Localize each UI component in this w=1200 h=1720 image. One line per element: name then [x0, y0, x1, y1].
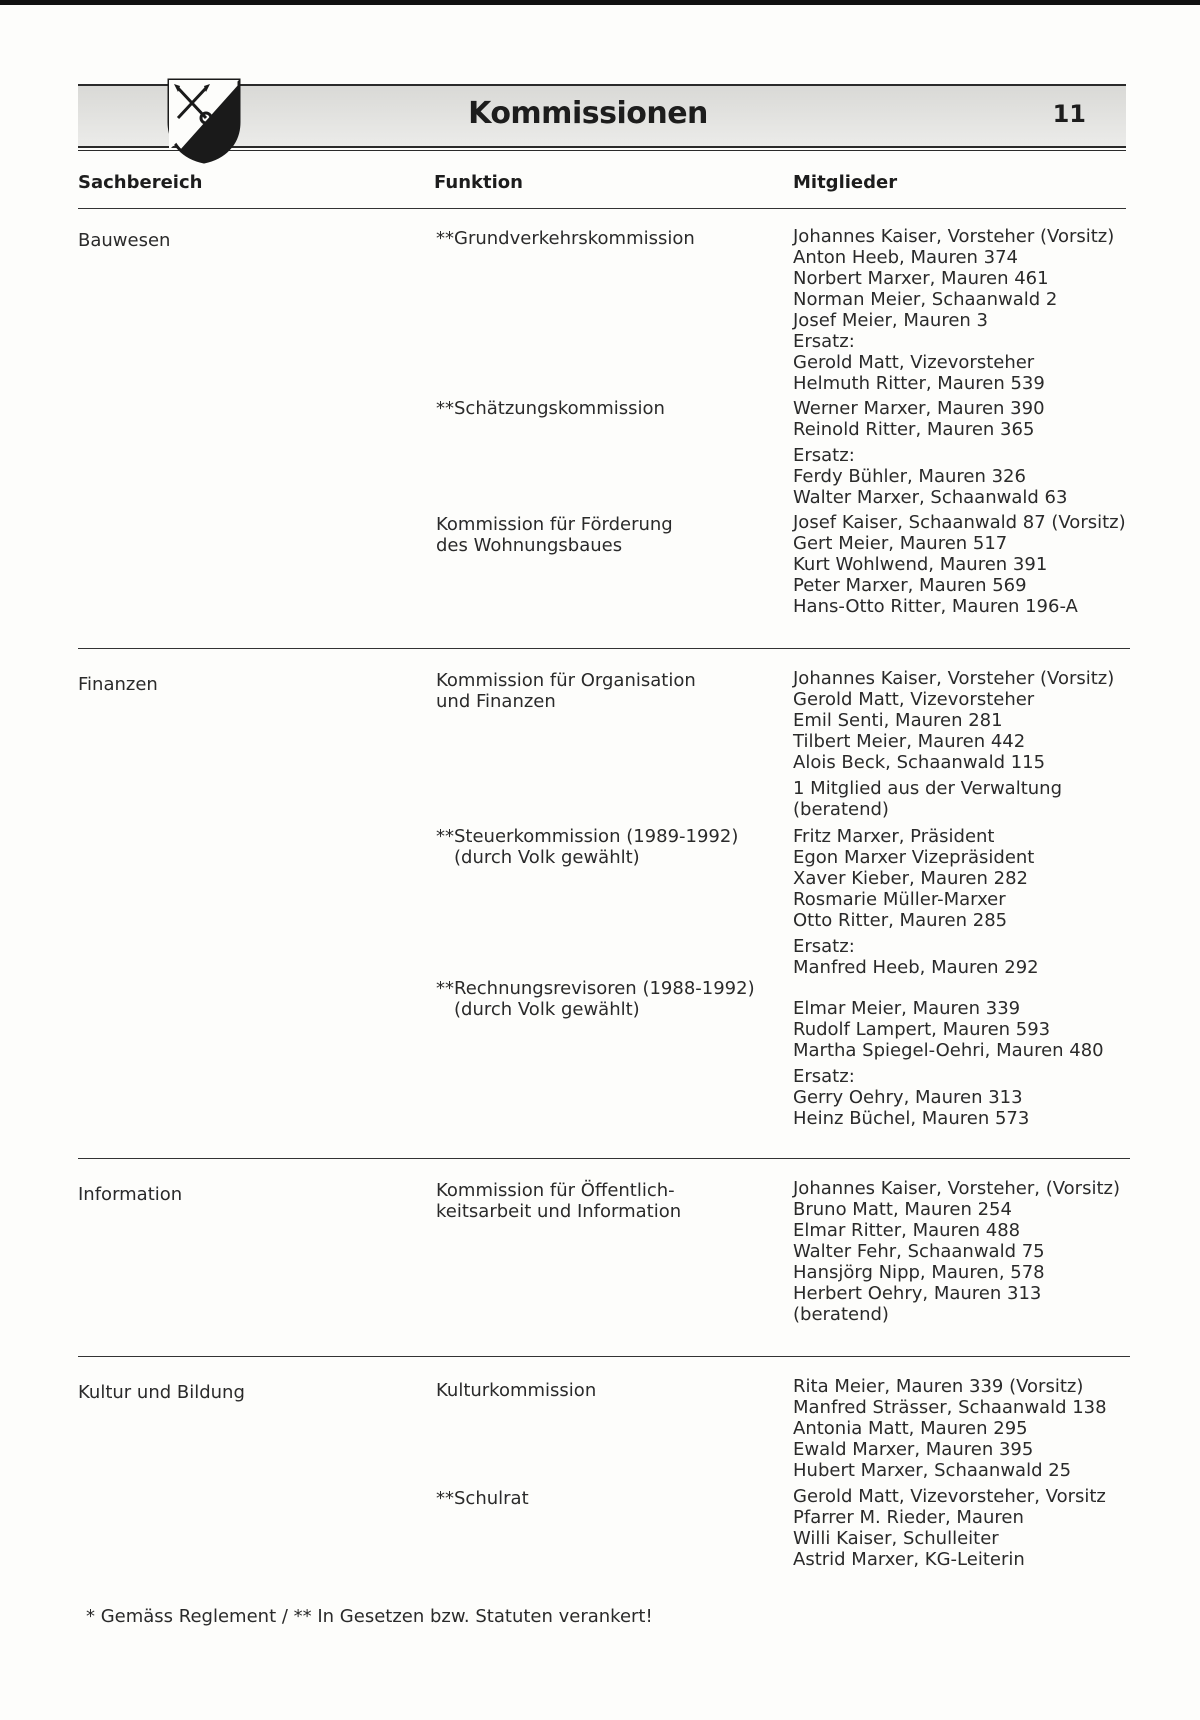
member-line: Otto Ritter, Mauren 285: [793, 910, 1008, 931]
member-line: Elmar Ritter, Mauren 488: [793, 1220, 1021, 1241]
member-line: Kurt Wohlwend, Mauren 391: [793, 554, 1048, 575]
footnote: * Gemäss Reglement / ** In Gesetzen bzw. Statuten verankert!: [86, 1606, 653, 1627]
member-line: Helmuth Ritter, Mauren 539: [793, 373, 1045, 394]
member-line: Gert Meier, Mauren 517: [793, 533, 1008, 554]
member-line: Rita Meier, Mauren 339 (Vorsitz): [793, 1376, 1084, 1397]
mitglieder-schaetzungskommission: [793, 398, 1128, 508]
sachbereich-label: Finanzen: [78, 674, 158, 695]
member-line: Rosmarie Müller-Marxer: [793, 889, 1006, 910]
member-line: Reinold Ritter, Mauren 365: [793, 419, 1035, 440]
funktion-line: (durch Volk gewählt): [454, 847, 640, 868]
column-headers: [78, 168, 1126, 209]
section-information: [78, 1176, 1130, 1357]
member-line: Herbert Oehry, Mauren 313: [793, 1283, 1042, 1304]
member-line: Walter Fehr, Schaanwald 75: [793, 1241, 1045, 1262]
member-line: Xaver Kieber, Mauren 282: [793, 868, 1028, 889]
funktion-line: Kommission für Öffentlich-: [436, 1180, 675, 1201]
funktion-schaetzungskommission: [436, 398, 756, 419]
member-line: Alois Beck, Schaanwald 115: [793, 752, 1046, 773]
member-line: Manfred Strässer, Schaanwald 138: [793, 1397, 1107, 1418]
member-line: Rudolf Lampert, Mauren 593: [793, 1019, 1051, 1040]
page-number: 11: [1052, 100, 1086, 128]
member-line: Anton Heeb, Mauren 374: [793, 247, 1019, 268]
top-edge-bar: [0, 0, 1200, 5]
member-line: Manfred Heeb, Mauren 292: [793, 957, 1039, 978]
member-line: Johannes Kaiser, Vorsteher, (Vorsitz): [793, 1178, 1120, 1199]
member-line: Tilbert Meier, Mauren 442: [793, 731, 1026, 752]
member-line: Bruno Matt, Mauren 254: [793, 1199, 1012, 1220]
sachbereich-label: Kultur und Bildung: [78, 1382, 245, 1403]
funktion-line: (durch Volk gewählt): [454, 999, 640, 1020]
section-kultur-bildung: [78, 1374, 1130, 1574]
member-line: Peter Marxer, Mauren 569: [793, 575, 1027, 596]
funktion-rechnungsrevisoren: [436, 978, 756, 1020]
funktion-oeffentlichkeitsarbeit: [436, 1180, 756, 1222]
funktion-steuerkommission: [436, 826, 756, 868]
funktion-organisation-finanzen: [436, 670, 756, 712]
member-line: Johannes Kaiser, Vorsteher (Vorsitz): [793, 668, 1115, 689]
member-line: Ersatz:: [793, 445, 855, 466]
funktion-line: **Steuerkommission (1989-1992): [436, 826, 739, 847]
funktion-kulturkommission: [436, 1380, 756, 1401]
funktion-line: **Grundverkehrskommission: [436, 228, 695, 249]
funktion-schulrat: [436, 1488, 756, 1509]
funktion-line: des Wohnungsbaues: [436, 535, 623, 556]
funktion-line: **Schulrat: [436, 1488, 529, 1509]
mitglieder-oeffentlichkeitsarbeit: [793, 1178, 1128, 1325]
column-header-mitglieder: Mitglieder: [793, 172, 898, 193]
sachbereich-label: Information: [78, 1184, 183, 1205]
page-title: Kommissionen: [468, 96, 708, 131]
mitglieder-rechnungsrevisoren: [793, 998, 1128, 1129]
funktion-line: **Rechnungsrevisoren (1988-1992): [436, 978, 755, 999]
member-line: Gerry Oehry, Mauren 313: [793, 1087, 1023, 1108]
sachbereich-label: Bauwesen: [78, 230, 171, 251]
member-line: Ewald Marxer, Mauren 395: [793, 1439, 1034, 1460]
member-line: (beratend): [793, 1304, 889, 1325]
mitglieder-steuerkommission: [793, 826, 1128, 978]
funktion-line: Kulturkommission: [436, 1380, 597, 1401]
member-line: Josef Kaiser, Schaanwald 87 (Vorsitz): [793, 512, 1126, 533]
member-line: Egon Marxer Vizepräsident: [793, 847, 1035, 868]
funktion-line: und Finanzen: [436, 691, 556, 712]
member-line: Hans-Otto Ritter, Mauren 196-A: [793, 596, 1078, 617]
mitglieder-wohnungsbau: [793, 512, 1128, 617]
column-header-sachbereich: Sachbereich: [78, 172, 203, 193]
member-line: Norman Meier, Schaanwald 2: [793, 289, 1058, 310]
member-line: Gerold Matt, Vizevorsteher: [793, 352, 1035, 373]
member-line: Norbert Marxer, Mauren 461: [793, 268, 1049, 289]
member-line: Martha Spiegel-Oehri, Mauren 480: [793, 1040, 1104, 1061]
member-line: Elmar Meier, Mauren 339: [793, 998, 1021, 1019]
mitglieder-grundverkehrskommission: [793, 226, 1128, 394]
column-header-funktion: Funktion: [434, 172, 523, 193]
member-line: Josef Meier, Mauren 3: [793, 310, 988, 331]
funktion-line: keitsarbeit und Information: [436, 1201, 682, 1222]
member-line: Ersatz:: [793, 936, 855, 957]
member-line: Pfarrer M. Rieder, Mauren: [793, 1507, 1024, 1528]
member-line: Willi Kaiser, Schulleiter: [793, 1528, 999, 1549]
member-line: Antonia Matt, Mauren 295: [793, 1418, 1028, 1439]
mitglieder-organisation-finanzen: [793, 668, 1128, 820]
page-header: [78, 78, 1126, 160]
member-line: Werner Marxer, Mauren 390: [793, 398, 1045, 419]
funktion-line: Kommission für Förderung: [436, 514, 673, 535]
member-line: Ersatz:: [793, 331, 855, 352]
member-line: Ferdy Bühler, Mauren 326: [793, 466, 1026, 487]
coat-of-arms-icon: [166, 78, 242, 164]
funktion-line: **Schätzungskommission: [436, 398, 665, 419]
section-bauwesen: [78, 222, 1130, 649]
member-line: Heinz Büchel, Mauren 573: [793, 1108, 1030, 1129]
member-line: Hansjörg Nipp, Mauren, 578: [793, 1262, 1045, 1283]
member-line: (beratend): [793, 799, 889, 820]
mitglieder-kulturkommission: [793, 1376, 1128, 1481]
section-finanzen: [78, 666, 1130, 1159]
member-line: Johannes Kaiser, Vorsteher (Vorsitz): [793, 226, 1115, 247]
member-line: Emil Senti, Mauren 281: [793, 710, 1003, 731]
funktion-grundverkehrskommission: [436, 228, 756, 249]
funktion-line: Kommission für Organisation: [436, 670, 696, 691]
member-line: Ersatz:: [793, 1066, 855, 1087]
funktion-wohnungsbau: [436, 514, 756, 556]
member-line: Hubert Marxer, Schaanwald 25: [793, 1460, 1072, 1481]
member-line: 1 Mitglied aus der Verwaltung: [793, 778, 1063, 799]
member-line: Astrid Marxer, KG-Leiterin: [793, 1549, 1025, 1570]
member-line: Gerold Matt, Vizevorsteher: [793, 689, 1035, 710]
mitglieder-schulrat: [793, 1486, 1128, 1570]
member-line: Walter Marxer, Schaanwald 63: [793, 487, 1068, 508]
member-line: Gerold Matt, Vizevorsteher, Vorsitz: [793, 1486, 1106, 1507]
member-line: Fritz Marxer, Präsident: [793, 826, 995, 847]
